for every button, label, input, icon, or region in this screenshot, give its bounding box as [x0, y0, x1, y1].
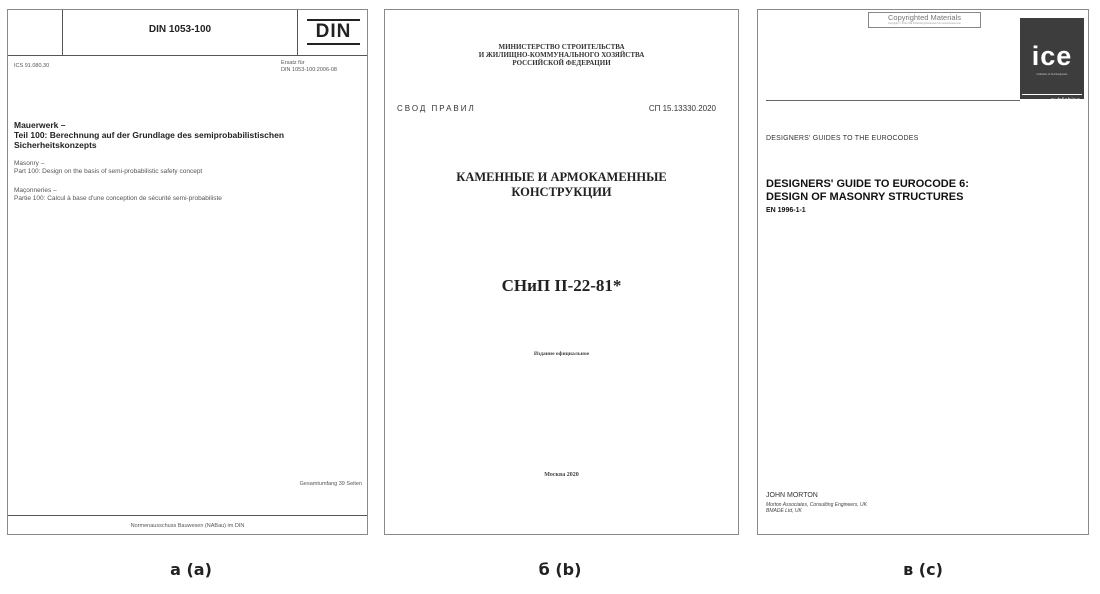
ice-publishing-logo: ice Institution of Civil Engineers publishing [1020, 18, 1084, 99]
header-logo-cell [297, 10, 367, 55]
title-german: Mauerwerk – Teil 100: Berechnung auf der Grundlage des semiprobabilistischen Sicherheitskonzepts [14, 120, 285, 150]
page-count: Gesamtumfang 39 Seiten [299, 481, 362, 487]
din-logo: DIN [307, 19, 360, 45]
caption-c: в (c) [903, 560, 943, 579]
edition-label: Издание официальное [533, 351, 590, 357]
sp-code: СП 15.13330.2020 [648, 104, 716, 113]
ministry-name: МИНИСТЕРСТВО СТРОИТЕЛЬСТВА И ЖИЛИЩНО-КОММУНАЛЬНОГО ХОЗЯЙСТВА РОССИЙСКОЙ ФЕДЕРАЦИИ [478, 43, 645, 67]
city-year: Москва 2020 [544, 472, 579, 478]
standard-number: EN 1996-1-1 [766, 207, 806, 214]
title-french: Maçonneries – Partie 100: Calcul à base d'une conception de sécurité semi-probabiliste [14, 187, 222, 202]
snip-standard-cover [384, 9, 739, 535]
title-english: Masonry – Part 100: Design on the basis of semi-probabilistic safety concept [14, 160, 203, 175]
din-standard-cover [7, 9, 368, 535]
ics-code: ICS 91.080.30 [14, 63, 50, 69]
caption-a: а (a) [170, 560, 212, 579]
header-divider [766, 100, 1020, 101]
din-number: DIN 1053-100 [148, 24, 212, 35]
copyright-stamp: Copyrighted Materials Copyright © 2012 ICE Publishing Retrieved from www.knovel.com [868, 12, 981, 28]
author-affiliation: Morton Associates, Consulting Engineers, UK BMADE Ltd, UK [766, 502, 867, 514]
footer-divider [8, 515, 367, 516]
caption-b: б (b) [538, 560, 582, 579]
din-header-table [8, 10, 367, 56]
author-name: JOHN MORTON [766, 492, 818, 499]
ice-book-cover [757, 9, 1089, 535]
svod-pravil-label: СВОД ПРАВИЛ [397, 104, 476, 113]
snip-code: СНиП II-22-81* [501, 276, 622, 295]
document-title: КАМЕННЫЕ И АРМОКАМЕННЫЕ КОНСТРУКЦИИ [456, 170, 667, 199]
series-title: DESIGNERS' GUIDES TO THE EUROCODES [766, 135, 919, 142]
header-empty-cell [8, 10, 63, 55]
book-title: DESIGNERS' GUIDE TO EUROCODE 6: DESIGN OF MASONRY STRUCTURES [766, 178, 969, 203]
replaces-note: Ersatz für DIN 1053-100:2006-08 [281, 60, 337, 73]
committee-name: Normenausschuss Bauwesen (NABau) im DIN [130, 523, 245, 529]
